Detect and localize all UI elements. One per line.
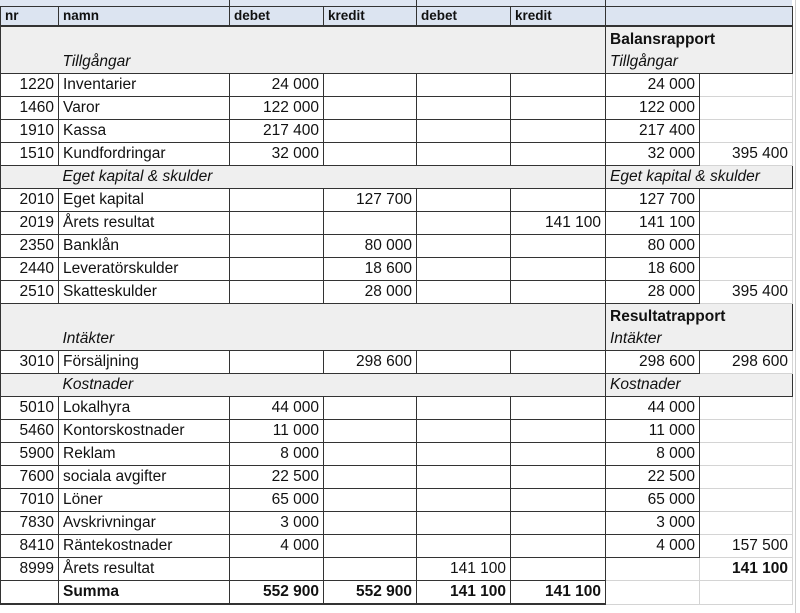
cell[interactable]	[230, 374, 324, 397]
kredit-value-2[interactable]	[511, 512, 606, 535]
kredit-value[interactable]	[324, 466, 417, 489]
debet-value[interactable]: 217 400	[230, 120, 324, 143]
table-row	[1, 258, 793, 281]
account-name[interactable]: Eget kapital	[59, 189, 230, 212]
account-name[interactable]: Leveratörskulder	[59, 258, 230, 281]
section-label-eget-kapital[interactable]: Eget kapital & skulder	[59, 166, 417, 189]
header-namn[interactable]: namn	[59, 7, 230, 27]
account-number[interactable]: 2019	[1, 212, 59, 235]
summa-label[interactable]: Summa	[59, 581, 230, 605]
debet-value[interactable]: 22 500	[230, 466, 324, 489]
debet-value[interactable]: 11 000	[230, 420, 324, 443]
kredit-value[interactable]: 28 000	[324, 281, 417, 304]
account-number[interactable]: 1910	[1, 120, 59, 143]
header-row	[1, 7, 793, 27]
account-number[interactable]: 2010	[1, 189, 59, 212]
kredit-value[interactable]	[324, 420, 417, 443]
cell[interactable]	[324, 374, 417, 397]
report-sum[interactable]	[700, 74, 793, 97]
account-number[interactable]: 8999	[1, 558, 59, 581]
debet-value[interactable]	[230, 558, 324, 581]
debet-value[interactable]: 65 000	[230, 489, 324, 512]
kredit-value-2[interactable]	[511, 74, 606, 97]
table-row	[1, 74, 793, 97]
account-number[interactable]: 5010	[1, 397, 59, 420]
report-sum[interactable]	[700, 443, 793, 466]
table-row	[1, 97, 793, 120]
cell[interactable]	[511, 166, 606, 189]
cell[interactable]	[417, 26, 511, 74]
report-heading-cell[interactable]	[606, 304, 793, 351]
report-sum[interactable]	[700, 466, 793, 489]
cell[interactable]	[511, 26, 606, 74]
account-name[interactable]: sociala avgifter	[59, 466, 230, 489]
report-value[interactable]: 8 000	[606, 443, 700, 466]
report-value[interactable]	[606, 558, 700, 581]
report-heading-cell[interactable]	[606, 26, 793, 74]
report-sum[interactable]	[700, 212, 793, 235]
kredit-value-2[interactable]	[511, 97, 606, 120]
summa-kredit[interactable]: 552 900	[324, 581, 417, 605]
section-label-intakter[interactable]: Intäkter	[59, 304, 230, 351]
debet-value-2[interactable]	[417, 258, 511, 281]
cell[interactable]	[324, 26, 417, 74]
debet-value-2[interactable]	[417, 235, 511, 258]
report-title-resultatrapport: Resultatrapport	[610, 308, 726, 325]
section-label-kostnader[interactable]: Kostnader	[59, 374, 230, 397]
report-sum[interactable]	[700, 189, 793, 212]
debet-value-2[interactable]	[417, 189, 511, 212]
account-name[interactable]: Kundfordringar	[59, 143, 230, 166]
section-label-tillgangar[interactable]: Tillgångar	[59, 26, 230, 74]
kredit-value[interactable]	[324, 443, 417, 466]
rows-tillgangar	[1, 74, 793, 166]
kredit-value-2[interactable]	[511, 535, 606, 558]
report-value[interactable]: 127 700	[606, 189, 700, 212]
report-sum[interactable]: 395 400	[700, 143, 793, 166]
header-empty[interactable]	[606, 7, 793, 27]
cell[interactable]	[1, 166, 59, 189]
debet-value[interactable]: 3 000	[230, 512, 324, 535]
kredit-value[interactable]	[324, 397, 417, 420]
report-value[interactable]: 65 000	[606, 489, 700, 512]
header-kredit[interactable]: kredit	[324, 7, 417, 27]
account-name[interactable]: Varor	[59, 97, 230, 120]
debet-value[interactable]: 24 000	[230, 74, 324, 97]
section-row-kostnader	[1, 374, 793, 397]
account-number[interactable]: 2510	[1, 281, 59, 304]
report-sum[interactable]: 395 400	[700, 281, 793, 304]
debet-value[interactable]: 44 000	[230, 397, 324, 420]
section-row-eget-kapital	[1, 166, 793, 189]
debet-value[interactable]	[230, 212, 324, 235]
debet-value-2[interactable]	[417, 281, 511, 304]
account-number[interactable]: 8410	[1, 535, 59, 558]
kredit-value[interactable]	[324, 535, 417, 558]
table-row	[1, 120, 793, 143]
debet-value[interactable]: 4 000	[230, 535, 324, 558]
kredit-value[interactable]: 80 000	[324, 235, 417, 258]
table-row	[1, 512, 793, 535]
account-number[interactable]: 5900	[1, 443, 59, 466]
kredit-value-2[interactable]	[511, 235, 606, 258]
kredit-value-2[interactable]	[511, 258, 606, 281]
report-sum[interactable]	[700, 235, 793, 258]
account-name[interactable]: Räntekostnader	[59, 535, 230, 558]
summa-kredit-2[interactable]: 141 100	[511, 581, 606, 605]
summa-debet[interactable]: 552 900	[230, 581, 324, 605]
report-sum[interactable]	[700, 512, 793, 535]
report-value[interactable]: 122 000	[606, 97, 700, 120]
table-row	[1, 420, 793, 443]
debet-value[interactable]	[230, 281, 324, 304]
kredit-value[interactable]	[324, 212, 417, 235]
kredit-value-2[interactable]	[511, 281, 606, 304]
debet-value-2[interactable]	[417, 143, 511, 166]
account-name[interactable]: Årets resultat	[59, 558, 230, 581]
debet-value-2[interactable]	[417, 489, 511, 512]
report-value[interactable]: 11 000	[606, 420, 700, 443]
debet-value-2[interactable]	[417, 512, 511, 535]
summa-debet-2[interactable]: 141 100	[417, 581, 511, 605]
account-number[interactable]: 1510	[1, 143, 59, 166]
kredit-value-2[interactable]	[511, 351, 606, 374]
header-kredit-2[interactable]: kredit	[511, 7, 606, 27]
account-name[interactable]: Kontorskostnader	[59, 420, 230, 443]
kredit-value-2[interactable]	[511, 189, 606, 212]
account-name[interactable]: Kassa	[59, 120, 230, 143]
debet-value[interactable]	[230, 258, 324, 281]
gridline	[795, 0, 796, 613]
kredit-value-2[interactable]: 141 100	[511, 212, 606, 235]
debet-value[interactable]: 32 000	[230, 143, 324, 166]
account-table	[0, 6, 793, 605]
table-row	[1, 443, 793, 466]
account-name[interactable]: Reklam	[59, 443, 230, 466]
kredit-value[interactable]	[324, 97, 417, 120]
table-row	[1, 351, 793, 374]
debet-value-2[interactable]	[417, 443, 511, 466]
cell[interactable]	[230, 304, 324, 351]
header-nr[interactable]: nr	[1, 7, 59, 27]
report-value[interactable]: 4 000	[606, 535, 700, 558]
account-number[interactable]: 2350	[1, 235, 59, 258]
account-name[interactable]: Lokalhyra	[59, 397, 230, 420]
debet-value[interactable]	[230, 351, 324, 374]
account-number[interactable]: 5460	[1, 420, 59, 443]
account-number[interactable]: 3010	[1, 351, 59, 374]
cell[interactable]	[700, 581, 793, 605]
rows-intakter	[1, 351, 793, 374]
table-row	[1, 397, 793, 420]
kredit-value-2[interactable]	[511, 420, 606, 443]
kredit-value[interactable]: 298 600	[324, 351, 417, 374]
table-row	[1, 535, 793, 558]
account-number[interactable]: 2440	[1, 258, 59, 281]
debet-value-2[interactable]	[417, 535, 511, 558]
report-section-eget-kapital[interactable]: Eget kapital & skulder	[606, 166, 793, 189]
report-value[interactable]: 217 400	[606, 120, 700, 143]
debet-value-2[interactable]	[417, 97, 511, 120]
report-sum[interactable]: 157 500	[700, 535, 793, 558]
kredit-value[interactable]	[324, 74, 417, 97]
account-name[interactable]: Årets resultat	[59, 212, 230, 235]
report-value[interactable]: 298 600	[606, 351, 700, 374]
cell[interactable]	[511, 304, 606, 351]
debet-value-2[interactable]	[417, 351, 511, 374]
kredit-value[interactable]	[324, 489, 417, 512]
table-row	[1, 558, 793, 581]
report-section-tillgangar: Tillgångar	[610, 53, 678, 70]
debet-value[interactable]	[230, 235, 324, 258]
account-name[interactable]: Löner	[59, 489, 230, 512]
debet-value-2[interactable]	[417, 74, 511, 97]
account-number[interactable]: 1460	[1, 97, 59, 120]
summa-row	[1, 581, 793, 605]
cell[interactable]	[1, 374, 59, 397]
account-number[interactable]: 7010	[1, 489, 59, 512]
account-name[interactable]: Inventarier	[59, 74, 230, 97]
cell[interactable]	[511, 374, 606, 397]
table-row	[1, 212, 793, 235]
kredit-value[interactable]	[324, 512, 417, 535]
report-sum[interactable]	[700, 489, 793, 512]
debet-value[interactable]: 8 000	[230, 443, 324, 466]
cell[interactable]	[417, 304, 511, 351]
report-sum[interactable]: 141 100	[700, 558, 793, 581]
kredit-value-2[interactable]	[511, 489, 606, 512]
report-value[interactable]: 44 000	[606, 397, 700, 420]
cell[interactable]	[417, 374, 511, 397]
cell[interactable]	[606, 581, 700, 605]
account-number[interactable]: 7830	[1, 512, 59, 535]
report-value[interactable]: 80 000	[606, 235, 700, 258]
table-row	[1, 466, 793, 489]
report-sum[interactable]: 298 600	[700, 351, 793, 374]
report-value[interactable]: 18 600	[606, 258, 700, 281]
account-name[interactable]: Försäljning	[59, 351, 230, 374]
header-debet[interactable]: debet	[230, 7, 324, 27]
kredit-value-2[interactable]	[511, 443, 606, 466]
section-row-tillgangar	[1, 26, 793, 74]
kredit-value-2[interactable]	[511, 143, 606, 166]
account-number[interactable]: 7600	[1, 466, 59, 489]
report-sum[interactable]	[700, 120, 793, 143]
report-value[interactable]: 22 500	[606, 466, 700, 489]
kredit-value-2[interactable]	[511, 466, 606, 489]
report-section-kostnader[interactable]: Kostnader	[606, 374, 793, 397]
report-value[interactable]: 3 000	[606, 512, 700, 535]
report-sum[interactable]	[700, 397, 793, 420]
report-title-balansrapport: Balansrapport	[610, 31, 716, 48]
kredit-value[interactable]: 127 700	[324, 189, 417, 212]
account-name[interactable]: Avskrivningar	[59, 512, 230, 535]
debet-value[interactable]: 122 000	[230, 97, 324, 120]
cell[interactable]	[1, 304, 59, 351]
rows-kostnader	[1, 397, 793, 581]
table-row	[1, 235, 793, 258]
debet-value-2[interactable]	[417, 466, 511, 489]
table-row	[1, 281, 793, 304]
section-row-intakter	[1, 304, 793, 351]
report-sum[interactable]	[700, 258, 793, 281]
account-name[interactable]: Banklån	[59, 235, 230, 258]
header-debet-2[interactable]: debet	[417, 7, 511, 27]
report-sum[interactable]	[700, 97, 793, 120]
debet-value-2[interactable]	[417, 420, 511, 443]
kredit-value[interactable]	[324, 558, 417, 581]
debet-value-2[interactable]: 141 100	[417, 558, 511, 581]
report-value[interactable]: 141 100	[606, 212, 700, 235]
report-value[interactable]: 32 000	[606, 143, 700, 166]
table-row	[1, 143, 793, 166]
report-sum[interactable]	[700, 420, 793, 443]
report-value[interactable]: 28 000	[606, 281, 700, 304]
cell[interactable]	[230, 26, 324, 74]
table-row	[1, 489, 793, 512]
kredit-value[interactable]	[324, 143, 417, 166]
rows-eget-kapital	[1, 189, 793, 304]
debet-value-2[interactable]	[417, 397, 511, 420]
debet-value-2[interactable]	[417, 212, 511, 235]
cell[interactable]	[1, 26, 59, 74]
kredit-value-2[interactable]	[511, 558, 606, 581]
kredit-value-2[interactable]	[511, 120, 606, 143]
cell[interactable]	[324, 304, 417, 351]
kredit-value-2[interactable]	[511, 397, 606, 420]
debet-value[interactable]	[230, 189, 324, 212]
report-value[interactable]: 24 000	[606, 74, 700, 97]
cell[interactable]	[417, 166, 511, 189]
kredit-value[interactable]: 18 600	[324, 258, 417, 281]
debet-value-2[interactable]	[417, 120, 511, 143]
cell[interactable]	[1, 581, 59, 605]
account-number[interactable]: 1220	[1, 74, 59, 97]
kredit-value[interactable]	[324, 120, 417, 143]
account-name[interactable]: Skatteskulder	[59, 281, 230, 304]
table-row	[1, 189, 793, 212]
report-section-intakter: Intäkter	[610, 330, 662, 347]
